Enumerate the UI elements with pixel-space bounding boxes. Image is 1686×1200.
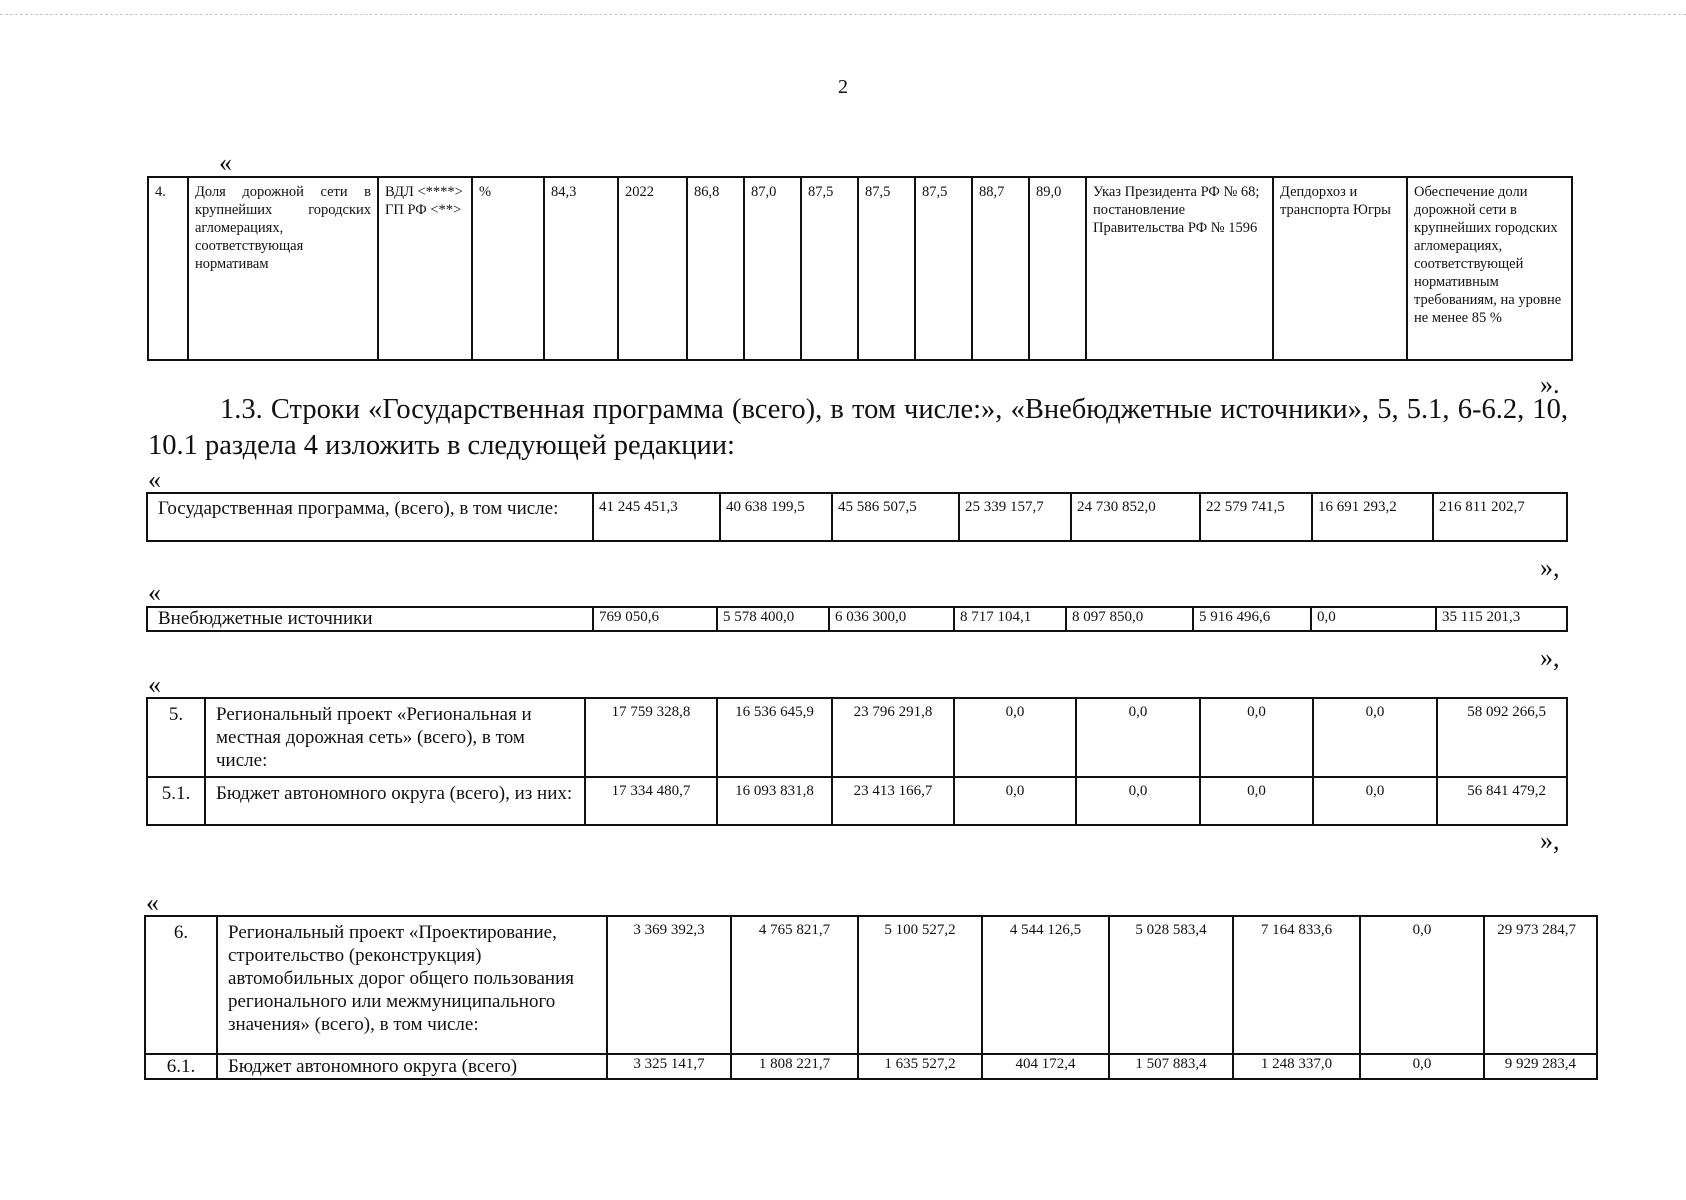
amount-cell: 0,0 <box>1313 777 1437 825</box>
table-row <box>145 916 1597 1054</box>
table-row <box>145 1054 1597 1079</box>
amount-cell: 23 413 166,7 <box>832 777 954 825</box>
amount-cell: 45 586 507,5 <box>832 493 959 541</box>
amount-cell: 16 691 293,2 <box>1312 493 1433 541</box>
amount-cell: 4 765 821,7 <box>731 916 858 1054</box>
amount-cell: 16 536 645,9 <box>717 698 832 777</box>
value-cell: 89,0 <box>1029 177 1086 360</box>
row-number: 6.1. <box>145 1054 217 1079</box>
row-label: Внебюджетные источники <box>147 607 593 631</box>
amount-cell: 5 578 400,0 <box>717 607 829 631</box>
value-cell: 87,5 <box>915 177 972 360</box>
program-total-table <box>146 492 1568 542</box>
amount-cell: 8 097 850,0 <box>1066 607 1193 631</box>
amount-cell: 40 638 199,5 <box>720 493 832 541</box>
amount-cell: 0,0 <box>1200 777 1313 825</box>
table-row <box>147 777 1567 825</box>
result-cell: Обеспечение доли дорожной сети в крупнейших городских агломерациях, соответствующей нормативным требованиям, на уровне не менее 85 % <box>1407 177 1572 360</box>
indicator-type: ВДЛ <****> ГП РФ <**> <box>378 177 472 360</box>
amount-cell: 25 339 157,7 <box>959 493 1071 541</box>
row-label: Бюджет автономного округа (всего), из них: <box>205 777 585 825</box>
amount-cell: 1 808 221,7 <box>731 1054 858 1079</box>
close-quote-4: », <box>1540 826 1560 855</box>
base-value-cell: 84,3 <box>544 177 618 360</box>
table-row <box>147 493 1567 541</box>
amount-cell: 17 759 328,8 <box>585 698 717 777</box>
amount-cell: 1 507 883,4 <box>1109 1054 1233 1079</box>
scan-edge-line <box>0 14 1686 15</box>
row-label: Государственная программа, (всего), в том числе: <box>147 493 593 541</box>
unit-cell: % <box>472 177 544 360</box>
amendment-paragraph: 1.3. Строки «Государственная программа (всего), в том числе:», «Внебюджетные источники», 5, 5.1, 6-6.2, 10, 10.1 раздела 4 изложить в следующей редакции: <box>148 394 1568 461</box>
amount-cell: 22 579 741,5 <box>1200 493 1312 541</box>
responsible-cell: Депдорхоз и транспорта Югры <box>1273 177 1407 360</box>
amount-cell: 29 973 284,7 <box>1484 916 1597 1054</box>
table-row <box>147 698 1567 777</box>
document-cell: Указ Президента РФ № 68; постановление Правительства РФ № 1596 <box>1086 177 1273 360</box>
close-quote-1: ». <box>1540 370 1560 399</box>
amount-cell: 9 929 283,4 <box>1484 1054 1597 1079</box>
amount-cell: 17 334 480,7 <box>585 777 717 825</box>
base-year-cell: 2022 <box>618 177 687 360</box>
amount-cell: 216 811 202,7 <box>1433 493 1567 541</box>
amount-cell: 0,0 <box>954 698 1076 777</box>
close-quote-2: », <box>1540 553 1560 582</box>
row-label: Региональный проект «Региональная и местная дорожная сеть» (всего), в том числе: <box>205 698 585 777</box>
open-quote-4: « <box>148 670 161 699</box>
amount-cell: 0,0 <box>954 777 1076 825</box>
indicator-name: Доля дорожной сети в крупнейших городских агломерациях, соответствующая нормативам <box>188 177 378 360</box>
amount-cell: 5 916 496,6 <box>1193 607 1311 631</box>
regional-road-network-table <box>146 697 1568 826</box>
amount-cell: 1 635 527,2 <box>858 1054 982 1079</box>
extrabudgetary-table <box>146 606 1568 632</box>
amount-cell: 16 093 831,8 <box>717 777 832 825</box>
amount-cell: 769 050,6 <box>593 607 717 631</box>
row-number: 5.1. <box>147 777 205 825</box>
value-cell: 87,5 <box>801 177 858 360</box>
amount-cell: 5 100 527,2 <box>858 916 982 1054</box>
amount-cell: 3 369 392,3 <box>607 916 731 1054</box>
open-quote-1: « <box>219 148 232 177</box>
value-cell: 87,0 <box>744 177 801 360</box>
amount-cell: 56 841 479,2 <box>1437 777 1567 825</box>
amount-cell: 404 172,4 <box>982 1054 1109 1079</box>
row-number: 6. <box>145 916 217 1054</box>
value-cell: 87,5 <box>858 177 915 360</box>
amount-cell: 7 164 833,6 <box>1233 916 1360 1054</box>
value-cell: 88,7 <box>972 177 1029 360</box>
close-quote-3: », <box>1540 643 1560 672</box>
amount-cell: 6 036 300,0 <box>829 607 954 631</box>
amount-cell: 0,0 <box>1360 1054 1484 1079</box>
row-number: 4. <box>148 177 188 360</box>
amount-cell: 0,0 <box>1360 916 1484 1054</box>
open-quote-5: « <box>146 888 159 917</box>
row-label: Региональный проект «Проектирование, строительство (реконструкция) автомобильных дорог общего пользования регионального или межмуниципального значения» (всего), в том числе: <box>217 916 607 1054</box>
row-label: Бюджет автономного округа (всего) <box>217 1054 607 1079</box>
amount-cell: 3 325 141,7 <box>607 1054 731 1079</box>
table-row <box>148 177 1572 360</box>
amount-cell: 8 717 104,1 <box>954 607 1066 631</box>
indicator-table <box>147 176 1573 361</box>
value-cell: 86,8 <box>687 177 744 360</box>
page-number: 2 <box>838 76 848 98</box>
amount-cell: 1 248 337,0 <box>1233 1054 1360 1079</box>
open-quote-2: « <box>148 465 161 494</box>
amount-cell: 0,0 <box>1076 698 1200 777</box>
amount-cell: 58 092 266,5 <box>1437 698 1567 777</box>
amount-cell: 0,0 <box>1076 777 1200 825</box>
amount-cell: 41 245 451,3 <box>593 493 720 541</box>
amount-cell: 23 796 291,8 <box>832 698 954 777</box>
amount-cell: 4 544 126,5 <box>982 916 1109 1054</box>
amount-cell: 0,0 <box>1200 698 1313 777</box>
row-number: 5. <box>147 698 205 777</box>
amount-cell: 35 115 201,3 <box>1436 607 1567 631</box>
amount-cell: 0,0 <box>1313 698 1437 777</box>
amount-cell: 0,0 <box>1311 607 1436 631</box>
table-row <box>147 607 1567 631</box>
amount-cell: 5 028 583,4 <box>1109 916 1233 1054</box>
amount-cell: 24 730 852,0 <box>1071 493 1200 541</box>
open-quote-3: « <box>148 578 161 607</box>
regional-road-construction-table <box>144 915 1598 1080</box>
